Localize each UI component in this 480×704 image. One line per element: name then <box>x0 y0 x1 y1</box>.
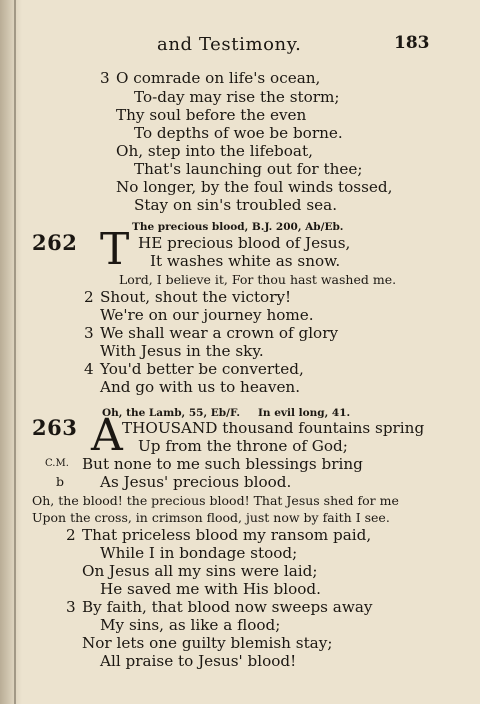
verse-line: On Jesus all my sins were laid; <box>82 562 318 580</box>
meter-label: C.M. <box>45 458 69 469</box>
verse-line: To-day may rise the storm; <box>134 88 340 106</box>
chorus-line: Oh, the blood! the precious blood! That Jesus shed for me <box>32 493 399 508</box>
drop-capital: A <box>91 410 123 461</box>
hymn-line: It washes white as snow. <box>150 252 341 270</box>
hymn-line: But none to me such blessings bring <box>82 455 363 473</box>
verse-line: Oh, step into the lifeboat, <box>116 142 313 160</box>
verse-line: That priceless blood my ransom paid, <box>82 526 372 544</box>
verse-line: We shall wear a crown of glory <box>100 324 339 342</box>
running-title: and Testimony. <box>157 34 302 55</box>
drop-capital: T <box>100 224 130 275</box>
tune-reference: The precious blood, B.J. 200, Ab/Eb. <box>132 221 344 233</box>
verse-number: 4 <box>84 360 94 378</box>
verse-line: And go with us to heaven. <box>100 378 301 396</box>
verse-line: My sins, as like a flood; <box>100 616 281 634</box>
hymn-line: Up from the throne of God; <box>138 437 348 455</box>
verse-line: No longer, by the foul winds tossed, <box>116 178 393 196</box>
verse-line: You'd better be converted, <box>100 360 304 378</box>
page-number: 183 <box>394 33 430 53</box>
verse-number: 3 <box>84 324 94 342</box>
verse-number: 3 <box>66 598 76 616</box>
verse-line: We're on our journey home. <box>100 306 314 324</box>
verse-line: Stay on sin's troubled sea. <box>134 196 338 214</box>
verse-number: 2 <box>66 526 76 544</box>
verse-line: While I in bondage stood; <box>100 544 298 562</box>
verse-line: All praise to Jesus' blood! <box>100 652 297 670</box>
verse-line: That's launching out for thee; <box>134 160 363 178</box>
chorus-line: Lord, I believe it, For thou hast washed me. <box>119 272 397 287</box>
hymn-number: 262 <box>32 230 78 255</box>
key-label: b <box>56 474 65 489</box>
hymn-line: As Jesus' precious blood. <box>100 473 292 491</box>
chorus-line: Upon the cross, in crimson flood, just now by faith I see. <box>32 510 390 525</box>
verse-line: With Jesus in the sky. <box>100 342 264 360</box>
tune-reference: Oh, the Lamb, 55, Eb/F. <box>102 407 241 419</box>
tune-reference-alt: In evil long, 41. <box>258 407 351 419</box>
verse-line: Nor lets one guilty blemish stay; <box>82 634 333 652</box>
verse-line: He saved me with His blood. <box>100 580 321 598</box>
verse-line: To depths of woe be borne. <box>134 124 343 142</box>
verse-line: Shout, shout the victory! <box>100 288 292 306</box>
verse-line: By faith, that blood now sweeps away <box>82 598 373 616</box>
verse-number: 3 <box>100 69 110 87</box>
verse-number: 2 <box>84 288 94 306</box>
verse-line: O comrade on life's ocean, <box>116 69 321 87</box>
hymn-number: 263 <box>32 415 78 440</box>
verse-line: Thy soul before the even <box>116 106 307 124</box>
hymn-line: THOUSAND thousand fountains spring <box>122 419 425 437</box>
hymn-line: HE precious blood of Jesus, <box>138 234 351 252</box>
